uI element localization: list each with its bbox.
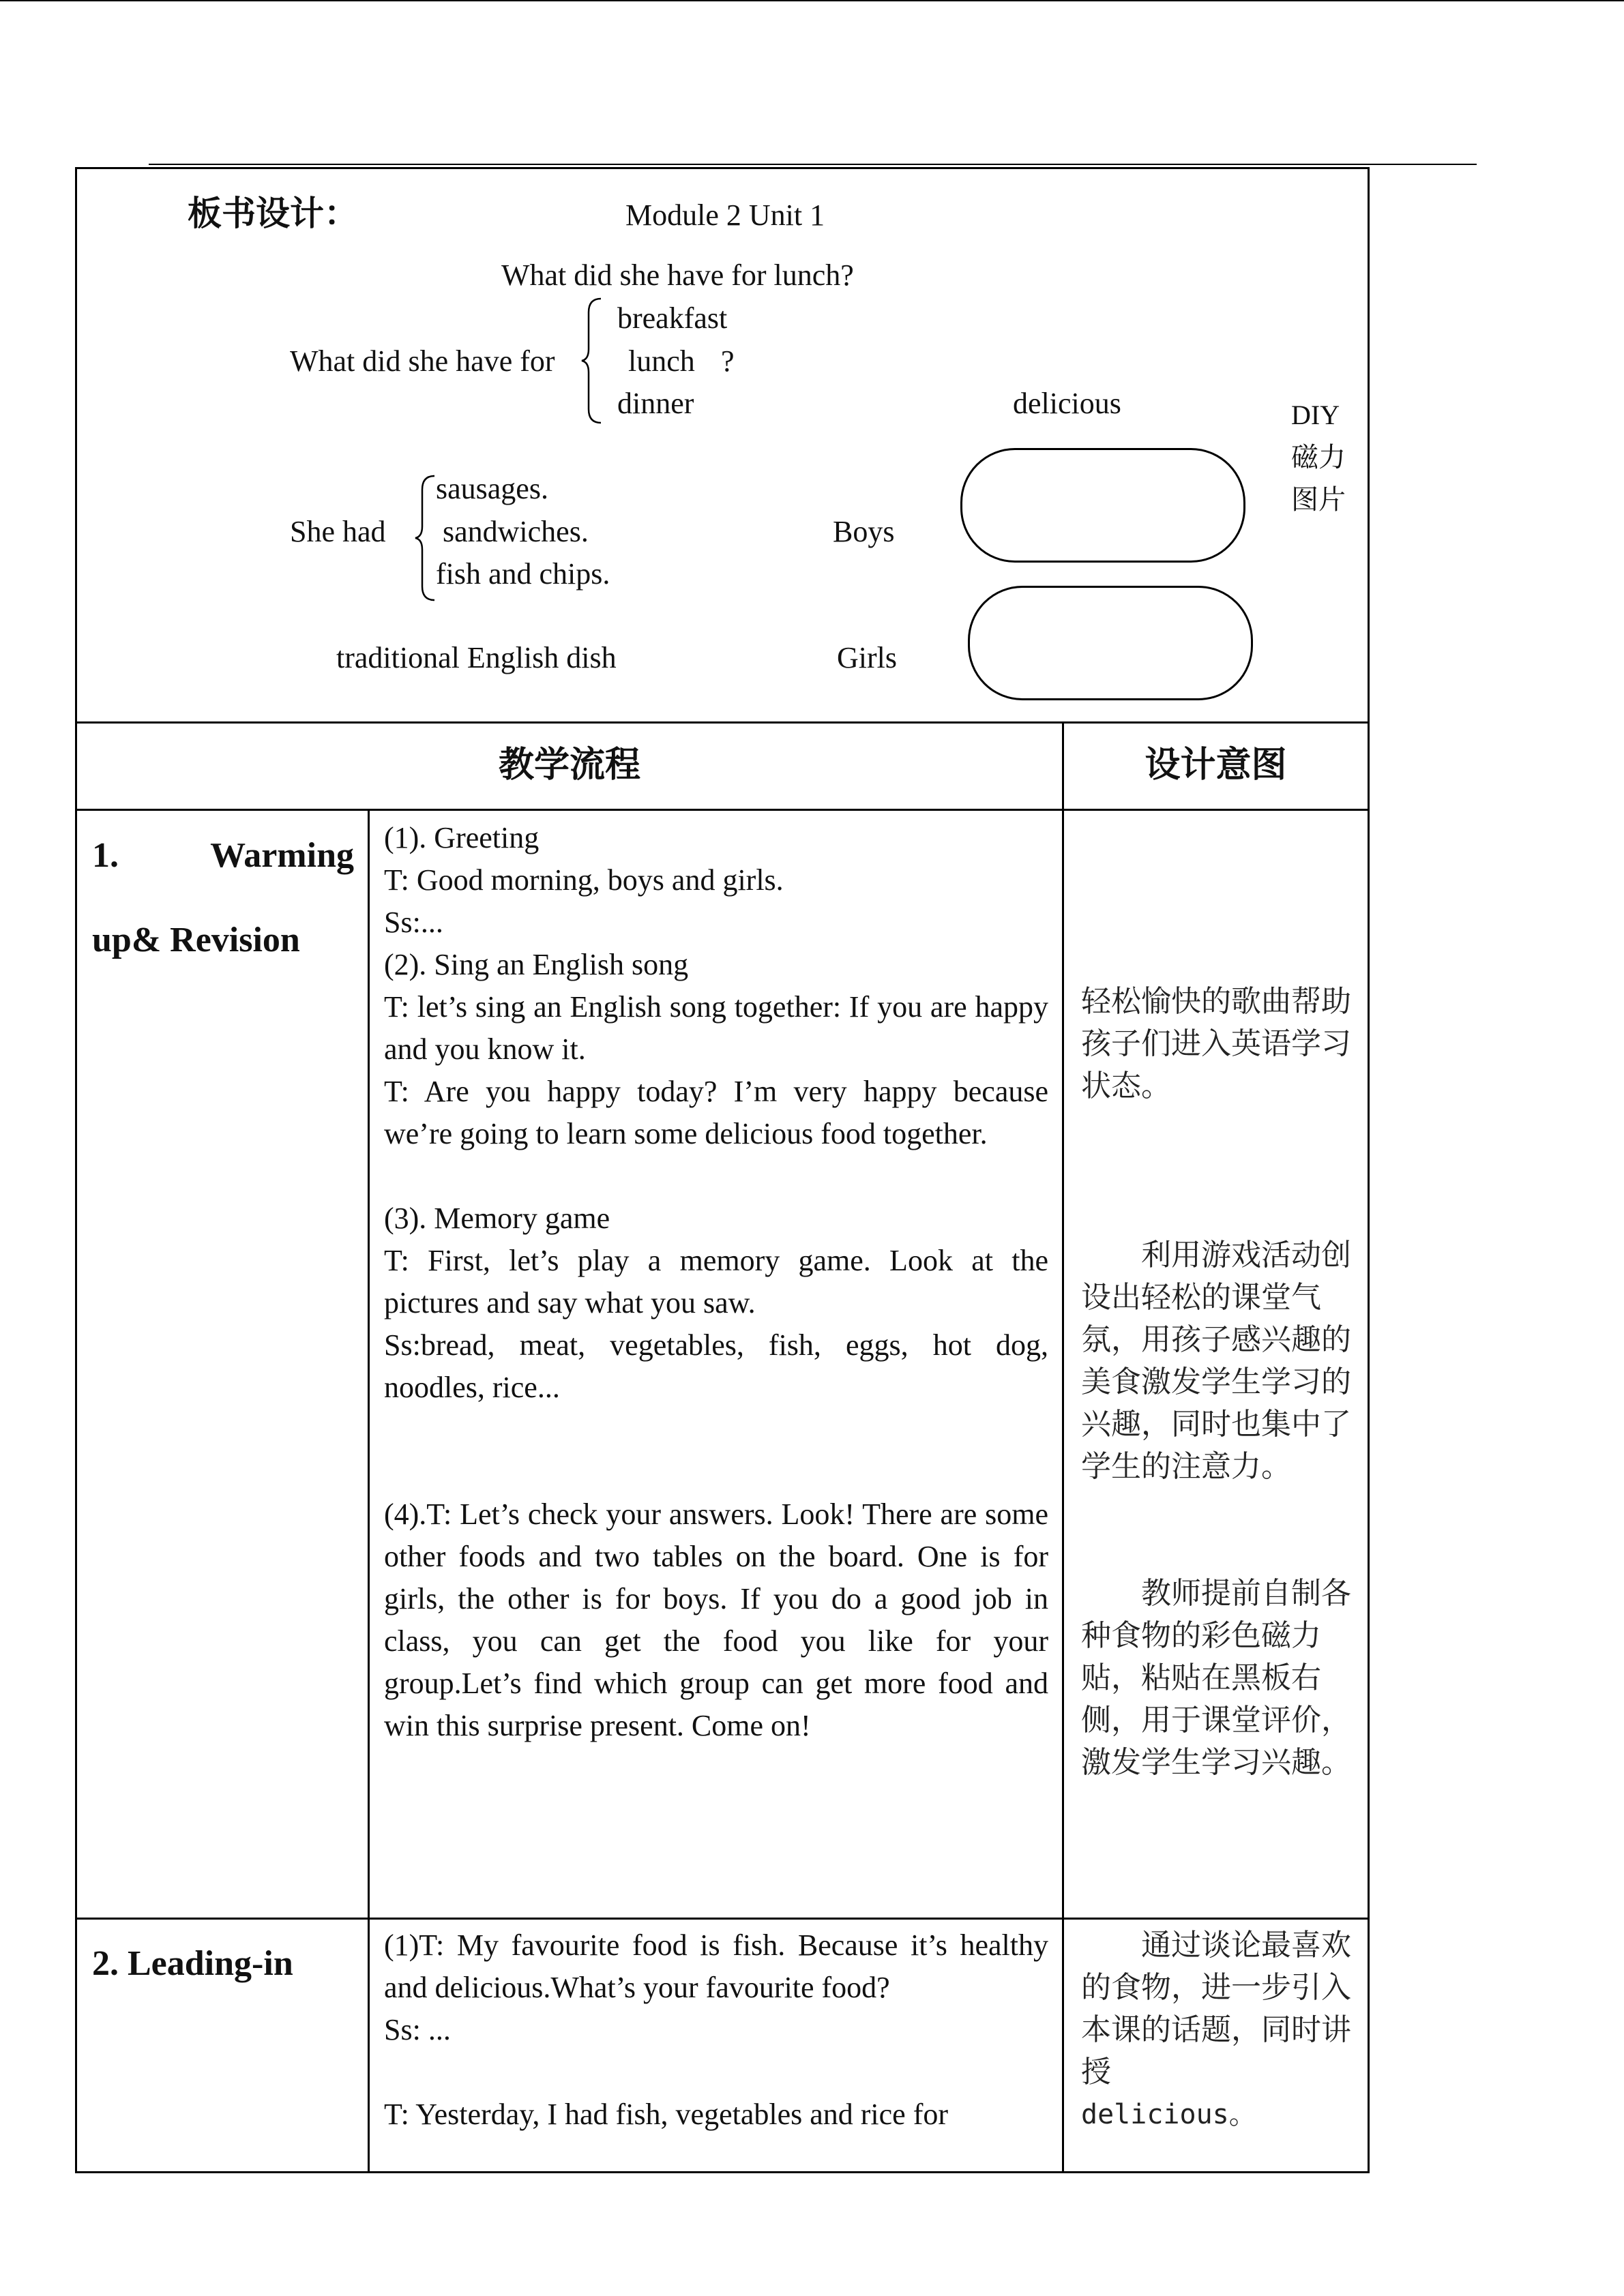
label-boys: Boys [833, 515, 895, 548]
diy-note [1291, 394, 1346, 521]
process-line: Ss:... [384, 906, 443, 939]
table-header-divider [77, 809, 1368, 811]
intent-paragraph: 利用游戏活动创设出轻松的课堂气氛，用孩子感兴趣的美食激发学生学习的兴趣，同时也集中了学生的注意力。 [1081, 1238, 1351, 1484]
question-mark: ? [721, 344, 735, 378]
intent-paragraph: 教师提前自制各种食物的彩色磁力贴，粘贴在黑板右侧，用于课堂评价，激发学生学习兴趣。 [1081, 1576, 1351, 1780]
column-divider-stage [368, 809, 370, 2171]
intent-paragraph: 通过谈论最喜欢的食物，进一步引入本课的话题，同时讲授 [1081, 1928, 1351, 2089]
process-line: Ss:bread, meat, vegetables, fish, eggs, hot dog, noodles, rice... [384, 1328, 1048, 1404]
process-line: (2). Sing an English song [384, 948, 689, 981]
stage-word: up& Revision [92, 921, 300, 959]
food-sausages: sausages. [436, 472, 548, 505]
board-question: What did she have for lunch? [501, 258, 854, 292]
meal-lunch: lunch [628, 344, 695, 378]
boys-score-box [960, 448, 1245, 563]
intent-paragraph: 轻松愉快的歌曲帮助孩子们进入英语学习状态。 [1081, 984, 1351, 1103]
lesson-plan-table [75, 167, 1370, 2173]
meals-brace [580, 296, 604, 426]
food-fish-chips: fish and chips. [436, 557, 610, 591]
label-girls: Girls [837, 641, 897, 674]
stage-label [92, 814, 354, 983]
foods-brace [414, 473, 437, 603]
header-process: 教学流程 [498, 745, 640, 786]
process-text [384, 1924, 1048, 2136]
process-line: T: let’s sing an English song together: If you are happy and you know it. [384, 990, 1048, 1066]
process-line: T: Good morning, boys and girls. [384, 863, 784, 897]
process-line: T: First, let’s play a memory game. Look at the pictures and say what you saw. [384, 1244, 1048, 1320]
girls-score-box [968, 586, 1253, 700]
page-top-border [0, 0, 1624, 1]
intent-text [1081, 981, 1354, 1107]
header-intent: 设计意图 [1145, 745, 1287, 786]
process-text [384, 817, 1048, 1747]
meal-breakfast: breakfast [617, 301, 728, 335]
intent-text [1081, 1924, 1354, 2136]
process-line: (3). Memory game [384, 1202, 610, 1235]
intent-text [1081, 1572, 1354, 1784]
process-line: (1). Greeting [384, 821, 540, 854]
food-sandwiches: sandwiches. [443, 515, 589, 548]
process-line: (1)T: My favourite food is fish. Because it’s healthy and delicious.What’s your favourite food? [384, 1928, 1048, 2004]
board-title: Module 2 Unit 1 [625, 198, 825, 232]
intent-paragraph: delicious。 [1081, 2099, 1256, 2130]
stage-label: 2. Leading-in [92, 1944, 293, 1983]
diy-line: DIY [1291, 400, 1340, 430]
blackboard-design [77, 169, 1368, 724]
stage-number: 1. [92, 836, 119, 875]
process-line: T: Are you happy today? I’m very happy because we’re going to learn some delicious food together. [384, 1075, 1048, 1150]
stage-word: Warming [210, 836, 354, 875]
diy-line: 图片 [1291, 484, 1346, 516]
column-divider-intent [1062, 721, 1064, 2171]
question-stem: What did she have for [290, 344, 555, 378]
meal-dinner: dinner [617, 387, 694, 420]
diy-line: 磁力 [1291, 442, 1346, 473]
intent-text [1081, 1234, 1354, 1488]
process-line: Ss: ... [384, 2013, 451, 2046]
word-delicious: delicious [1013, 387, 1121, 420]
section-divider [77, 1918, 1368, 1920]
process-line: T: Yesterday, I had fish, vegetables and rice for [384, 2098, 949, 2131]
she-had: She had [290, 515, 386, 548]
header-rule [149, 164, 1477, 165]
traditional-dish: traditional English dish [336, 641, 617, 674]
process-line: (4).T: Let’s check your answers. Look! There are some other foods and two tables on the board. One is for girls, the other is for boys. If you do a good job in class, you can get the food you like for your group.Let’s find which group can get more food and win this surprise present. Come on! [384, 1497, 1048, 1742]
board-label: 板书设计： [188, 194, 358, 233]
